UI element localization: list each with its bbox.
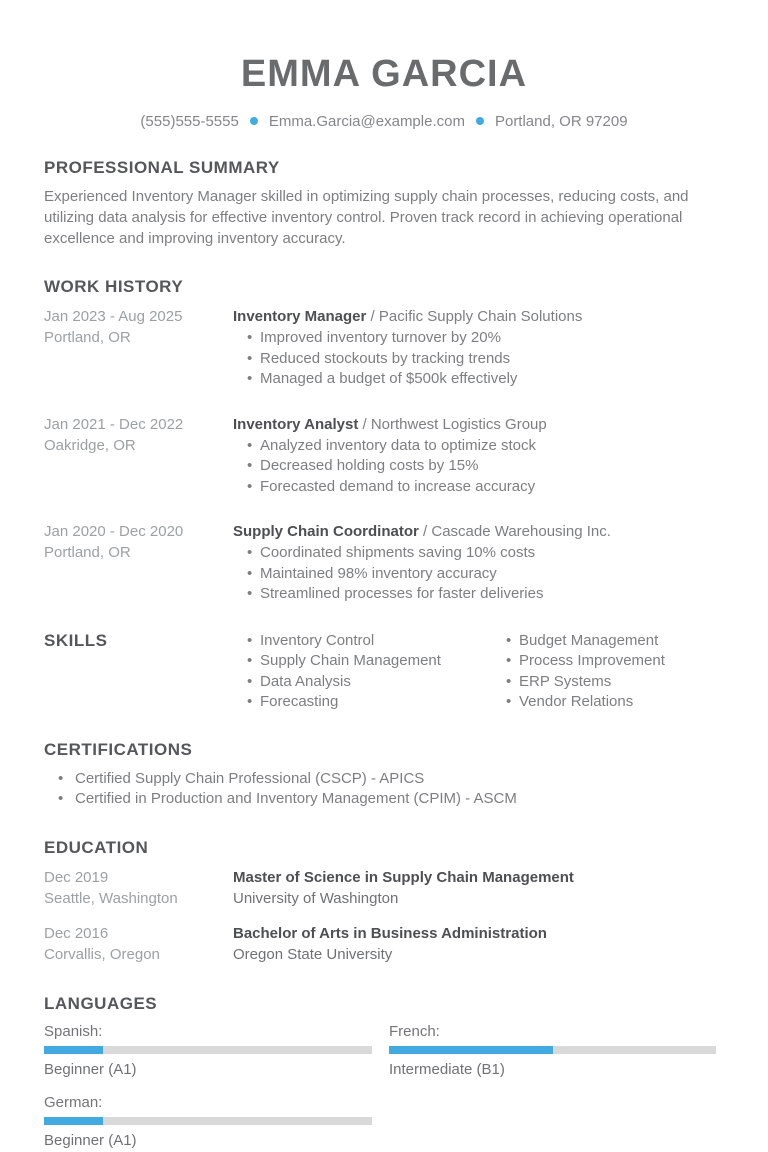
education-school: Oregon State University	[233, 945, 393, 963]
education-meta	[44, 867, 233, 909]
job-meta	[44, 521, 233, 605]
language-item	[44, 1093, 372, 1150]
skill-item: • Budget Management	[492, 631, 724, 652]
education-location: Seattle, Washington	[44, 889, 178, 907]
job-location: Portland, OR	[44, 329, 131, 346]
skill-item: • Forecasting	[233, 692, 492, 713]
skills-column-1	[233, 631, 492, 713]
education-entry	[44, 867, 724, 909]
job-dates: Jan 2020 - Dec 2020	[44, 523, 184, 540]
language-progress-track	[44, 1117, 372, 1125]
language-progress-track	[389, 1046, 716, 1054]
job-entry	[44, 306, 724, 390]
language-progress-fill	[44, 1046, 103, 1054]
job-title-line	[233, 306, 724, 327]
skill-item: • Vendor Relations	[492, 692, 724, 713]
skills-column-2	[492, 631, 724, 713]
job-dates: Jan 2023 - Aug 2025	[44, 308, 183, 325]
bullet-item: • Coordinated shipments saving 10% costs	[233, 543, 724, 564]
language-level: Intermediate (B1)	[389, 1060, 505, 1078]
bullet-item: • Managed a budget of $500k effectively	[233, 369, 724, 390]
education-details	[233, 867, 724, 909]
certification-item: • Certified in Production and Inventory Management (CPIM) - ASCM	[44, 789, 724, 810]
skill-item: • Inventory Control	[233, 631, 492, 652]
language-name: German:	[44, 1093, 103, 1111]
education-entry	[44, 923, 724, 965]
contact-line	[44, 113, 724, 131]
job-company: Cascade Warehousing Inc.	[431, 523, 611, 540]
job-title: Supply Chain Coordinator	[233, 523, 419, 540]
language-progress-fill	[389, 1046, 553, 1054]
education-location: Corvallis, Oregon	[44, 945, 160, 963]
summary-text: Experienced Inventory Manager skilled in optimizing supply chain processes, reducing costs, and utilizing data analysis for effective inventory control. Proven track record in achieving operational excellence and improving inventory accuracy.	[44, 188, 689, 247]
contact-email: Emma.Garcia@example.com	[268, 113, 465, 130]
certifications-list	[44, 769, 724, 810]
education-school: University of Washington	[233, 889, 399, 907]
job-entry	[44, 414, 724, 498]
skill-item: • Process Improvement	[492, 651, 724, 672]
bullet-item: • Reduced stockouts by tracking trends	[233, 349, 724, 370]
bullet-item: • Forecasted demand to increase accuracy	[233, 477, 724, 498]
contact-separator-dot-icon	[476, 117, 484, 125]
bullet-item: • Streamlined processes for faster deliveries	[233, 584, 724, 605]
skill-item: • Data Analysis	[233, 672, 492, 693]
language-level: Beginner (A1)	[44, 1131, 137, 1149]
job-title-line	[233, 521, 724, 542]
language-level: Beginner (A1)	[44, 1060, 137, 1078]
summary-heading: PROFESSIONAL SUMMARY	[44, 158, 280, 177]
contact-location: Portland, OR 97209	[494, 113, 628, 130]
education-heading: EDUCATION	[44, 837, 149, 857]
job-company: Pacific Supply Chain Solutions	[378, 308, 583, 325]
job-title-separator: /	[362, 415, 367, 433]
bullet-item: • Maintained 98% inventory accuracy	[233, 564, 724, 585]
education-degree: Master of Science in Supply Chain Management	[233, 868, 574, 886]
job-bullet-list	[233, 436, 724, 498]
job-details	[233, 414, 724, 498]
languages-grid	[44, 1022, 724, 1150]
work-history-heading: WORK HISTORY	[44, 277, 184, 296]
bullet-item: • Decreased holding costs by 15%	[233, 456, 724, 477]
job-meta	[44, 414, 233, 498]
job-title-separator: /	[423, 523, 428, 540]
bullet-item: • Improved inventory turnover by 20%	[233, 328, 724, 349]
skills-heading: SKILLS	[44, 630, 108, 650]
language-item	[44, 1022, 372, 1079]
bullet-item: • Analyzed inventory data to optimize stock	[233, 436, 724, 457]
language-item	[389, 1022, 716, 1079]
education-date: Dec 2019	[44, 868, 109, 886]
job-title: Inventory Analyst	[233, 415, 359, 433]
education-details	[233, 923, 724, 965]
skills-columns	[233, 631, 724, 713]
job-title: Inventory Manager	[233, 308, 367, 325]
contact-separator-dot-icon	[250, 117, 258, 125]
contact-phone: (555)555-5555	[140, 113, 239, 130]
job-entry	[44, 521, 724, 605]
education-degree: Bachelor of Arts in Business Administration	[233, 924, 547, 942]
education-meta	[44, 923, 233, 965]
languages-heading: LANGUAGES	[44, 993, 158, 1013]
job-dates: Jan 2021 - Dec 2022	[44, 415, 184, 433]
job-details	[233, 521, 724, 605]
job-bullet-list	[233, 328, 724, 390]
job-location: Portland, OR	[44, 544, 131, 561]
skill-item: • ERP Systems	[492, 672, 724, 693]
job-title-line	[233, 414, 724, 435]
candidate-name: EMMA GARCIA	[240, 53, 528, 95]
language-progress-fill	[44, 1117, 103, 1125]
job-bullet-list	[233, 543, 724, 605]
job-company: Northwest Logistics Group	[370, 415, 547, 433]
education-date: Dec 2016	[44, 924, 109, 942]
language-name: French:	[389, 1022, 440, 1040]
job-meta	[44, 306, 233, 390]
certifications-heading: CERTIFICATIONS	[44, 739, 193, 759]
skill-item: • Supply Chain Management	[233, 651, 492, 672]
skills-section	[44, 631, 724, 713]
language-name: Spanish:	[44, 1022, 103, 1040]
job-title-separator: /	[370, 308, 375, 325]
language-progress-track	[44, 1046, 372, 1054]
job-location: Oakridge, OR	[44, 436, 136, 454]
certification-item: • Certified Supply Chain Professional (CSCP) - APICS	[44, 769, 724, 790]
job-details	[233, 306, 724, 390]
